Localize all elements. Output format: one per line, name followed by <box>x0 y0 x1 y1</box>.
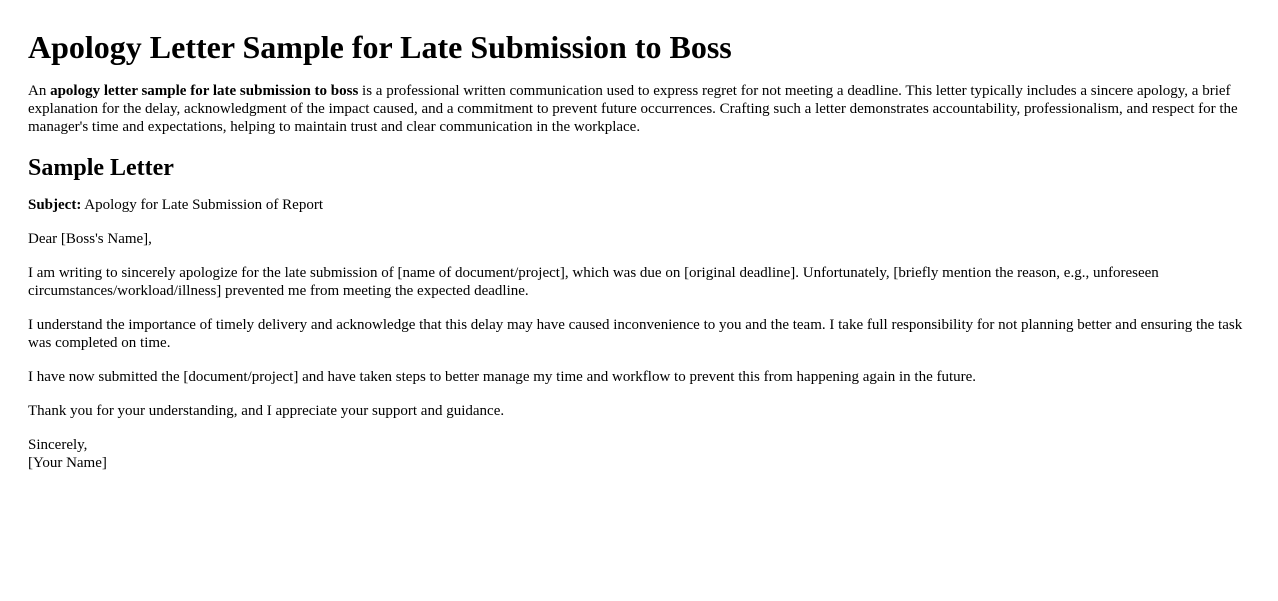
page-title: Apology Letter Sample for Late Submission to Boss <box>28 29 732 65</box>
letter-signature: [Your Name] <box>28 455 107 471</box>
letter-paragraph-3: I have now submitted the [document/project] and have taken steps to better manage my time and workflow to prevent this from happening again in the future. <box>28 369 977 385</box>
letter-paragraph-1: I am writing to sincerely apologize for the late submission of [name of document/project], which was due on [original deadline]. Unfortunately, [briefly mention the reason, e.g., unforeseen circumstances/workload/illness] prevented me from meeting the expected deadline. <box>28 265 1159 299</box>
intro-bold-phrase: apology letter sample for late submission to boss <box>50 83 359 99</box>
letter-closing: Sincerely, <box>28 437 88 453</box>
intro-lead: An <box>28 83 47 99</box>
intro-paragraph <box>28 82 1250 136</box>
letter-paragraph-2: I understand the importance of timely delivery and acknowledge that this delay may have caused inconvenience to you and the team. I take full responsibility for not planning better and ensuring the task was completed on time. <box>28 317 1243 351</box>
section-heading: Sample Letter <box>28 155 174 181</box>
letter-subject <box>28 196 1250 214</box>
subject-label: Subject: <box>28 197 82 213</box>
subject-text: Apology for Late Submission of Report <box>84 197 323 213</box>
intro-rest: is a professional written communication used to express regret for not meeting a deadline. This letter typically includes a sincere apology, a brief explanation for the delay, acknowledgment of the impact caused, and a commitment to prevent future occurrences. Crafting such a letter demonstrates accountability, professionalism, and respect for the manager's time and expectations, helping to maintain trust and clear communication in the workplace. <box>28 83 1238 135</box>
letter-paragraph-4: Thank you for your understanding, and I appreciate your support and guidance. <box>28 403 505 419</box>
letter-salutation: Dear [Boss's Name], <box>28 231 152 247</box>
